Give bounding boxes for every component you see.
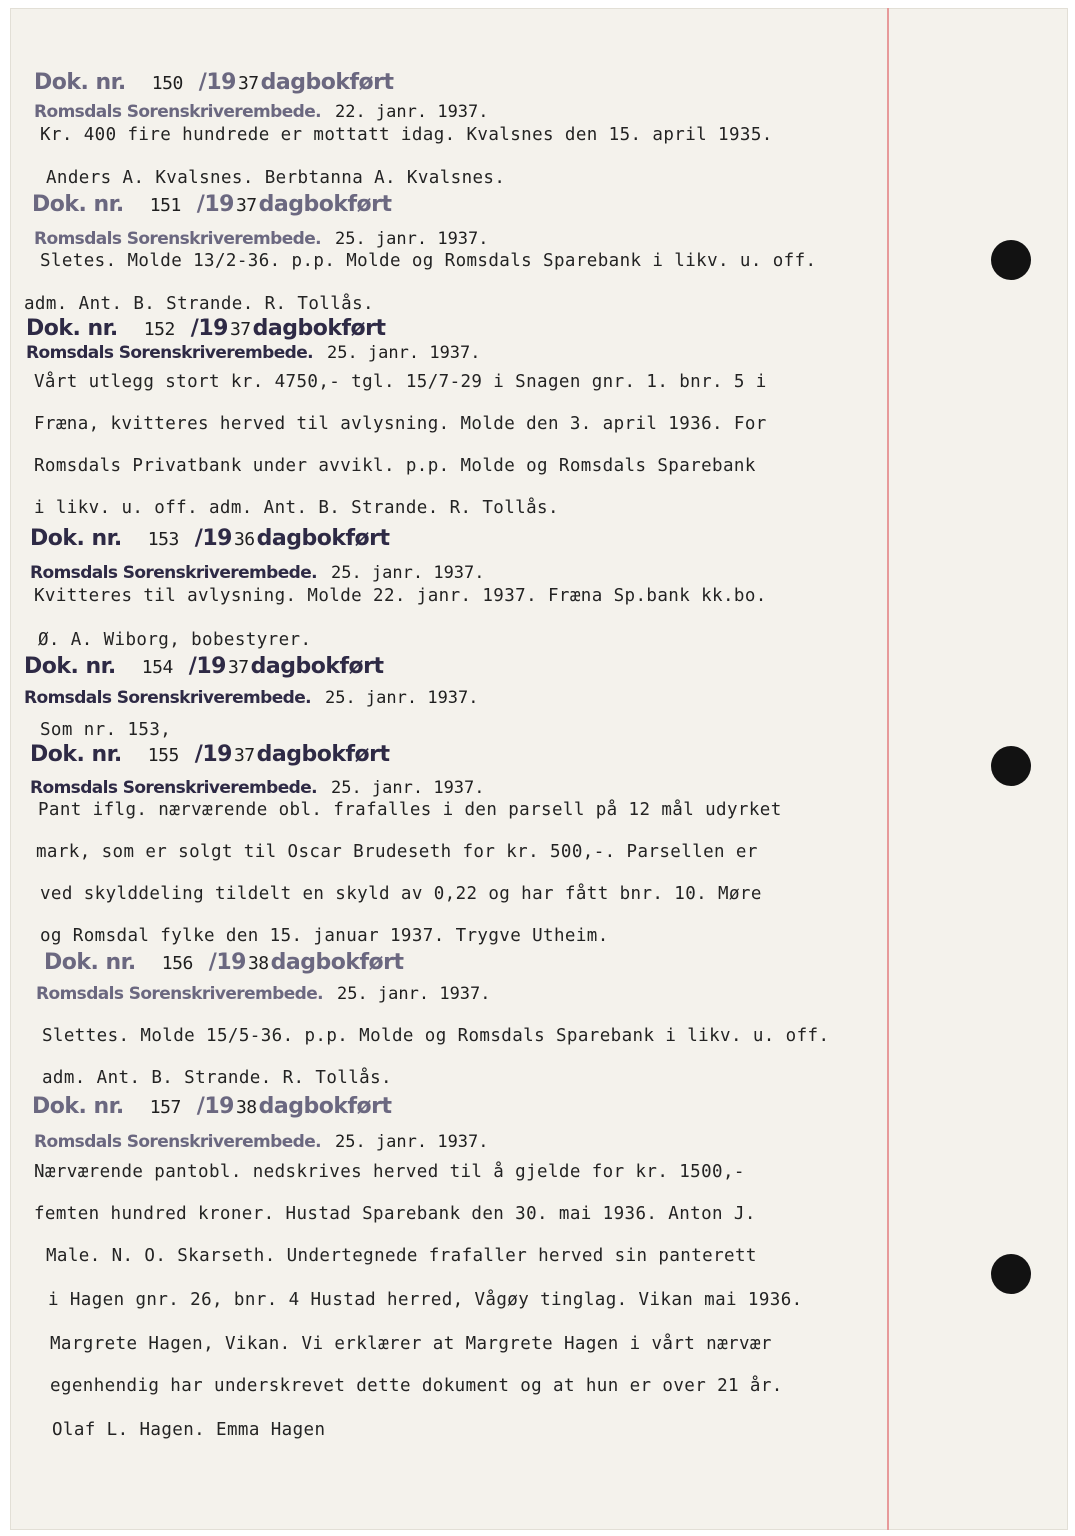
office-stamp [34, 1132, 489, 1152]
text-line: Margrete Hagen, Vikan. Vi erklærer at Margrete Hagen i vårt nærvær [50, 1334, 772, 1354]
stamp-word: dagbokført [270, 950, 404, 975]
text-line: Ø. A. Wiborg, bobestyrer. [38, 630, 312, 650]
entry-date: 25. janr. 1937. [334, 229, 489, 249]
doc-number: 153 [147, 529, 179, 550]
stamp-word: dagbokført [252, 316, 386, 341]
year-suffix: 37 [237, 73, 259, 94]
dok-nr-stamp [30, 526, 390, 556]
office-name: Romsdals Sorenskriverembede. [34, 229, 321, 249]
year-prefix: /19 [190, 316, 228, 341]
year-suffix: 37 [235, 195, 257, 216]
doc-number: 151 [149, 195, 181, 216]
doc-number: 157 [149, 1097, 181, 1118]
document-page [10, 8, 1068, 1530]
entry-date: 25. janr. 1937. [330, 778, 485, 798]
year-prefix: /19 [196, 1094, 234, 1119]
office-stamp [34, 102, 489, 122]
year-prefix: /19 [208, 950, 246, 975]
office-name: Romsdals Sorenskriverembede. [30, 563, 317, 583]
text-line: Anders A. Kvalsnes. Berbtanna A. Kvalsnes. [46, 168, 506, 188]
doc-label: Dok. nr. [30, 526, 122, 551]
office-name: Romsdals Sorenskriverembede. [36, 984, 323, 1004]
doc-label: Dok. nr. [32, 192, 124, 217]
entry-date: 25. janr. 1937. [324, 688, 479, 708]
doc-label: Dok. nr. [26, 316, 118, 341]
text-line: i Hagen gnr. 26, bnr. 4 Hustad herred, Vågøy tinglag. Vikan mai 1936. [48, 1290, 803, 1310]
text-line: ved skylddeling tildelt en skyld av 0,22 og har fått bnr. 10. Møre [40, 884, 762, 904]
year-prefix: /19 [194, 742, 232, 767]
text-line: Romsdals Privatbank under avvikl. p.p. Molde og Romsdals Sparebank [34, 456, 756, 476]
dok-nr-stamp [32, 1094, 392, 1124]
margin-rule [887, 8, 889, 1530]
doc-number: 156 [161, 953, 193, 974]
dok-nr-stamp [30, 742, 390, 772]
office-name: Romsdals Sorenskriverembede. [34, 1132, 321, 1152]
text-line: Male. N. O. Skarseth. Undertegnede frafaller herved sin panterett [46, 1246, 757, 1266]
text-line: Olaf L. Hagen. Emma Hagen [52, 1420, 326, 1440]
office-stamp [24, 688, 479, 708]
doc-label: Dok. nr. [32, 1094, 124, 1119]
doc-number: 155 [147, 745, 179, 766]
entry-date: 25. janr. 1937. [334, 1132, 489, 1152]
text-line: Slettes. Molde 15/5-36. p.p. Molde og Romsdals Sparebank i likv. u. off. [42, 1026, 830, 1046]
office-stamp [30, 563, 485, 583]
office-stamp [34, 229, 489, 249]
stamp-word: dagbokført [256, 526, 390, 551]
dok-nr-stamp [26, 316, 386, 346]
text-line: Sletes. Molde 13/2-36. p.p. Molde og Romsdals Sparebank i likv. u. off. [40, 251, 817, 271]
text-line: Nærværende pantobl. nedskrives herved til å gjelde for kr. 1500,- [34, 1162, 745, 1182]
text-line: Fræna, kvitteres herved til avlysning. Molde den 3. april 1936. For [34, 414, 767, 434]
doc-number: 152 [143, 319, 175, 340]
office-stamp [26, 343, 481, 363]
office-name: Romsdals Sorenskriverembede. [24, 688, 311, 708]
entry-date: 25. janr. 1937. [326, 343, 481, 363]
stamp-word: dagbokført [250, 654, 384, 679]
text-line: og Romsdal fylke den 15. januar 1937. Trygve Utheim. [40, 926, 609, 946]
text-line: adm. Ant. B. Strande. R. Tollås. [42, 1068, 392, 1088]
office-name: Romsdals Sorenskriverembede. [30, 778, 317, 798]
entry-date: 25. janr. 1937. [330, 563, 485, 583]
text-line: Kr. 400 fire hundrede er mottatt idag. Kvalsnes den 15. april 1935. [40, 125, 773, 145]
year-suffix: 37 [233, 745, 255, 766]
punch-hole [991, 240, 1031, 280]
dok-nr-stamp [32, 192, 392, 222]
text-line: Vårt utlegg stort kr. 4750,- tgl. 15/7-29 i Snagen gnr. 1. bnr. 5 i [34, 372, 767, 392]
text-line: Kvitteres til avlysning. Molde 22. janr. 1937. Fræna Sp.bank kk.bo. [34, 586, 767, 606]
year-suffix: 36 [233, 529, 255, 550]
year-prefix: /19 [196, 192, 234, 217]
year-prefix: /19 [188, 654, 226, 679]
year-prefix: /19 [198, 70, 236, 95]
year-suffix: 37 [229, 319, 251, 340]
stamp-word: dagbokført [256, 742, 390, 767]
stamp-word: dagbokført [258, 192, 392, 217]
doc-label: Dok. nr. [44, 950, 136, 975]
dok-nr-stamp [24, 654, 384, 684]
dok-nr-stamp [34, 70, 394, 100]
entry-date: 22. janr. 1937. [334, 102, 489, 122]
year-suffix: 37 [227, 657, 249, 678]
text-line: adm. Ant. B. Strande. R. Tollås. [24, 294, 374, 314]
punch-hole [991, 1254, 1031, 1294]
doc-label: Dok. nr. [30, 742, 122, 767]
office-name: Romsdals Sorenskriverembede. [34, 102, 321, 122]
stamp-word: dagbokført [258, 1094, 392, 1119]
office-stamp [30, 778, 485, 798]
stamp-word: dagbokført [260, 70, 394, 95]
text-line: egenhendig har underskrevet dette dokument og at hun er over 21 år. [50, 1376, 783, 1396]
year-suffix: 38 [235, 1097, 257, 1118]
year-suffix: 38 [247, 953, 269, 974]
text-line: Som nr. 153, [40, 720, 172, 740]
office-stamp [36, 984, 491, 1004]
dok-nr-stamp [44, 950, 404, 980]
doc-number: 150 [151, 73, 183, 94]
doc-label: Dok. nr. [34, 70, 126, 95]
text-line: mark, som er solgt til Oscar Brudeseth for kr. 500,-. Parsellen er [36, 842, 758, 862]
year-prefix: /19 [194, 526, 232, 551]
doc-label: Dok. nr. [24, 654, 116, 679]
doc-number: 154 [141, 657, 173, 678]
punch-hole [991, 746, 1031, 786]
text-line: i likv. u. off. adm. Ant. B. Strande. R. Tollås. [34, 498, 559, 518]
text-line: Pant iflg. nærværende obl. frafalles i den parsell på 12 mål udyrket [38, 800, 782, 820]
text-line: femten hundred kroner. Hustad Sparebank den 30. mai 1936. Anton J. [34, 1204, 756, 1224]
office-name: Romsdals Sorenskriverembede. [26, 343, 313, 363]
entry-date: 25. janr. 1937. [336, 984, 491, 1004]
